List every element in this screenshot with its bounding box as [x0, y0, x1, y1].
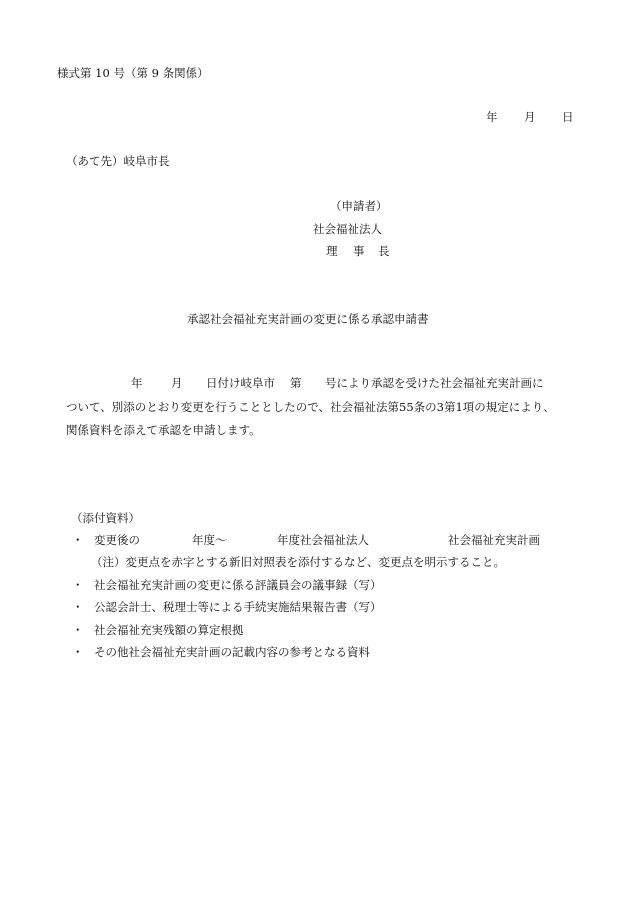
attachment-item-1 — [94, 535, 540, 547]
body-line-1 — [131, 378, 544, 390]
applicant-title-part: 事 — [353, 244, 365, 258]
attachments-heading: （添付資料） — [71, 511, 140, 525]
attachment-item-1-part: 年度～ — [192, 533, 227, 547]
body-month: 月 — [171, 376, 183, 390]
applicant-organization: 社会福祉法人 — [313, 222, 382, 236]
attachment-item-1-part: 社会福祉充実計画 — [448, 533, 540, 547]
body-year: 年 — [131, 376, 143, 390]
applicant-title — [326, 246, 390, 258]
document-title: 承認社会福祉充実計画の変更に係る承認申請書 — [187, 312, 429, 326]
applicant-title-part: 長 — [378, 244, 390, 258]
bullet-marker: ・ — [72, 645, 84, 659]
body-line-3: 関係資料を添えて承認を申請します。 — [66, 423, 261, 437]
bullet-marker: ・ — [72, 623, 84, 637]
body-line-2: ついて、別添のとおり変更を行うこととしたので、社会福祉法第55条の3第1項の規定により、 — [66, 400, 555, 414]
attachment-item-1-part: 変更後の — [94, 533, 140, 547]
attachment-item-1-part: 年度社会福祉法人 — [277, 533, 369, 547]
attachment-item-1-note: （注）変更点を赤字とする新旧対照表を添付するなど、変更点を明示すること。 — [91, 555, 505, 569]
body-line-1-rest: 号により承認を受けた社会福祉充実計画に — [325, 376, 544, 390]
attachment-item-4: 社会福祉充実残額の算定根拠 — [94, 623, 244, 637]
date-line — [486, 112, 574, 124]
bullet-marker: ・ — [72, 533, 84, 547]
date-month-label: 月 — [524, 110, 536, 124]
applicant-title-part: 理 — [326, 244, 338, 258]
date-year-label: 年 — [486, 110, 498, 124]
attachment-item-3: 公認会計士、税理士等による手続実施結果報告書（写） — [94, 600, 382, 614]
attachment-item-5: その他社会福祉充実計画の記載内容の参考となる資料 — [94, 645, 370, 659]
body-date-city: 日付け岐阜市 — [206, 376, 275, 390]
bullet-marker: ・ — [72, 578, 84, 592]
attachment-item-2: 社会福祉充実計画の変更に係る評議員会の議事録（写） — [94, 578, 382, 592]
applicant-label: （申請者） — [330, 199, 388, 213]
bullet-marker: ・ — [72, 600, 84, 614]
body-number-prefix: 第 — [290, 376, 302, 390]
form-number: 様式第 10 号（第 9 条関係） — [57, 66, 209, 80]
addressee: （あて先）岐阜市長 — [66, 154, 170, 168]
date-day-label: 日 — [562, 110, 574, 124]
